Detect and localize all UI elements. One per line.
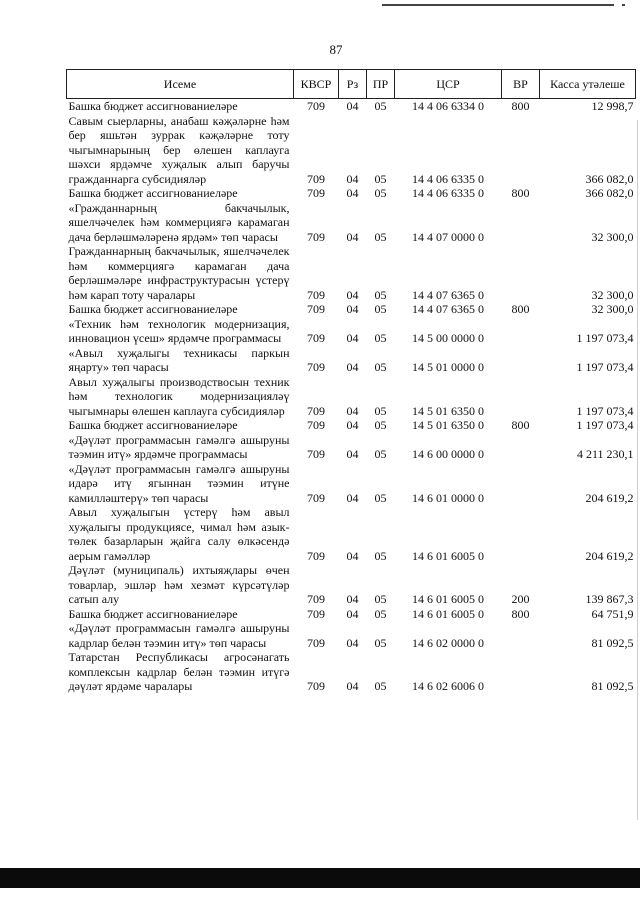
header-kvsr: КВСР bbox=[294, 70, 339, 99]
header-row bbox=[67, 70, 636, 99]
cell-pr: 05 bbox=[374, 302, 387, 316]
cell-vr bbox=[502, 375, 540, 419]
cell-rz: 04 bbox=[346, 171, 359, 186]
cell-rz: 04 bbox=[346, 679, 359, 693]
table-row bbox=[67, 317, 636, 346]
header-name: Исеме bbox=[67, 70, 294, 99]
cell-vr: 800 bbox=[511, 606, 530, 621]
cell-vr: 800 bbox=[511, 302, 530, 316]
cell-kvsr: 709 bbox=[307, 592, 325, 606]
cell-csr: 14 5 01 0000 0 bbox=[412, 360, 484, 374]
cell-name: Башка бюджет ассигнованиеләре bbox=[68, 302, 238, 316]
header-csr: ЦСР bbox=[395, 70, 502, 99]
table-row bbox=[67, 418, 636, 433]
cell-name: Дәүләт (муниципаль) ихтыяҗлары өчен товарлар, эшләр һәм хезмәт күрсәтүләр сатып алу bbox=[68, 563, 290, 606]
cell-csr: 14 5 00 0000 0 bbox=[412, 331, 484, 345]
cell-kvsr: 709 bbox=[307, 331, 325, 345]
cell-vr: 800 bbox=[511, 418, 530, 432]
cell-pr: 05 bbox=[374, 99, 387, 113]
cell-pr: 05 bbox=[374, 635, 387, 650]
cell-name: «Гражданнарның бакчачылык, яшелчәчелек һәм коммерциягә карамаган дача берләшмәләренә ярдәм» төп чарасы bbox=[68, 200, 290, 244]
cell-name: Авыл хуҗалыгы производствосын техник һәм технологик модернизацияләү чыгымнары өлешен каплауга субсидияләр bbox=[68, 374, 290, 418]
scan-bottom-band bbox=[0, 868, 640, 888]
page-number: 87 bbox=[329, 42, 343, 57]
cell-name: Башка бюджет ассигнованиеләре bbox=[68, 606, 238, 621]
cell-vr bbox=[502, 201, 540, 245]
cell-csr: 14 4 06 6335 0 bbox=[412, 171, 484, 186]
table-row bbox=[67, 244, 636, 302]
cell-rz: 04 bbox=[346, 186, 359, 200]
cell-vr: 200 bbox=[511, 592, 530, 606]
cell-csr: 14 6 01 6005 0 bbox=[412, 606, 484, 621]
cell-rz: 04 bbox=[346, 229, 359, 244]
cell-csr: 14 5 01 6350 0 bbox=[412, 418, 484, 432]
cell-pr: 05 bbox=[374, 679, 387, 693]
scan-top-line bbox=[382, 4, 614, 6]
cell-csr: 14 4 07 0000 0 bbox=[412, 229, 484, 244]
cell-csr: 14 6 01 0000 0 bbox=[412, 490, 484, 505]
cell-kvsr: 709 bbox=[307, 606, 325, 621]
cell-name: Гражданнарның бакчачылык, яшелчәчелек һәм коммерциягә карамаган дача берләшмәләре инфраструктурасын үстерү һәм карап тоту чаралары bbox=[68, 244, 290, 302]
cell-pr: 05 bbox=[374, 490, 387, 505]
cell-vr: 800 bbox=[511, 99, 530, 113]
cell-vr bbox=[502, 462, 540, 506]
cell-kassa: 32 300,0 bbox=[591, 302, 634, 316]
cell-kvsr: 709 bbox=[307, 447, 325, 461]
table-header bbox=[67, 70, 636, 99]
table-row bbox=[67, 607, 636, 622]
cell-rz: 04 bbox=[346, 360, 359, 374]
cell-kassa: 204 619,2 bbox=[585, 490, 634, 505]
cell-pr: 05 bbox=[374, 287, 387, 302]
cell-csr: 14 5 01 6350 0 bbox=[412, 403, 484, 418]
cell-name: Башка бюджет ассигнованиеләре bbox=[68, 99, 238, 113]
cell-rz: 04 bbox=[346, 287, 359, 302]
cell-pr: 05 bbox=[374, 592, 387, 606]
scan-top-mark bbox=[622, 4, 625, 6]
table-row bbox=[67, 505, 636, 563]
cell-kassa: 32 300,0 bbox=[591, 229, 634, 244]
cell-rz: 04 bbox=[346, 592, 359, 606]
table-row bbox=[67, 375, 636, 419]
cell-csr: 14 6 01 6005 0 bbox=[412, 592, 484, 606]
cell-name: «Дәүләт программасын гамәлгә ашыруны тәэмин итү» ярдәмче программасы bbox=[68, 432, 290, 461]
cell-rz: 04 bbox=[346, 548, 359, 563]
cell-kassa: 366 082,0 bbox=[585, 171, 634, 186]
cell-csr: 14 6 01 6005 0 bbox=[412, 548, 484, 563]
cell-name: «Дәүләт программасын гамәлгә ашыруны идарә итү ягыннан тәэмин итүне камилләштерү» төп чарасы bbox=[68, 461, 290, 505]
table-row bbox=[67, 114, 636, 187]
cell-csr: 14 6 02 0000 0 bbox=[412, 635, 484, 650]
cell-vr: 800 bbox=[511, 186, 530, 200]
cell-kassa: 4 211 230,1 bbox=[576, 447, 634, 461]
cell-kassa: 64 751,9 bbox=[591, 606, 634, 621]
cell-kvsr: 709 bbox=[307, 229, 325, 244]
cell-rz: 04 bbox=[346, 302, 359, 316]
cell-vr bbox=[502, 346, 540, 375]
cell-kassa: 139 867,3 bbox=[585, 592, 634, 606]
table-row bbox=[67, 621, 636, 650]
cell-name: Авыл хуҗалыгын үстерү һәм авыл хуҗалыгы продукциясе, чимал һәм азык-төлек базарларын җайга салу өлкәсендә аерым гамәлләр bbox=[68, 505, 290, 563]
cell-kvsr: 709 bbox=[307, 490, 325, 505]
header-pr: ПР bbox=[367, 70, 395, 99]
cell-pr: 05 bbox=[374, 548, 387, 563]
cell-kassa: 1 197 073,4 bbox=[576, 403, 634, 418]
cell-kassa: 81 092,5 bbox=[591, 679, 634, 693]
cell-kvsr: 709 bbox=[307, 360, 325, 374]
cell-pr: 05 bbox=[374, 403, 387, 418]
cell-kvsr: 709 bbox=[307, 287, 325, 302]
cell-rz: 04 bbox=[346, 490, 359, 505]
cell-vr bbox=[502, 650, 540, 694]
cell-pr: 05 bbox=[374, 606, 387, 621]
cell-name: Башка бюджет ассигнованиеләре bbox=[68, 186, 238, 200]
cell-rz: 04 bbox=[346, 331, 359, 345]
table-row bbox=[67, 563, 636, 607]
cell-kvsr: 709 bbox=[307, 403, 325, 418]
cell-kassa: 1 197 073,4 bbox=[576, 418, 634, 432]
cell-name: «Техник һәм технологик модернизация, инновацион үсеш» ярдәмче программасы bbox=[68, 316, 290, 345]
cell-vr bbox=[502, 317, 540, 346]
cell-kassa: 366 082,0 bbox=[585, 186, 634, 200]
table-row bbox=[67, 201, 636, 245]
cell-kassa: 204 619,2 bbox=[585, 548, 634, 563]
cell-kassa: 12 998,7 bbox=[591, 99, 634, 113]
cell-pr: 05 bbox=[374, 418, 387, 432]
cell-kassa: 81 092,5 bbox=[591, 635, 634, 650]
cell-vr bbox=[502, 505, 540, 563]
cell-rz: 04 bbox=[346, 403, 359, 418]
cell-kassa: 1 197 073,4 bbox=[576, 331, 634, 345]
cell-name: «Дәүләт программасын гамәлгә ашыруны кадрлар белән тәэмин итү» төп чарасы bbox=[68, 621, 290, 650]
scan-right-edge bbox=[637, 120, 638, 820]
cell-pr: 05 bbox=[374, 447, 387, 461]
table-body bbox=[67, 99, 636, 694]
cell-csr: 14 4 06 6335 0 bbox=[412, 186, 484, 200]
table-row bbox=[67, 302, 636, 317]
table-row bbox=[67, 346, 636, 375]
cell-csr: 14 6 00 0000 0 bbox=[412, 447, 484, 461]
cell-pr: 05 bbox=[374, 171, 387, 186]
cell-vr bbox=[502, 244, 540, 302]
table-row bbox=[67, 186, 636, 201]
cell-csr: 14 6 02 6006 0 bbox=[412, 679, 484, 693]
cell-csr: 14 4 06 6334 0 bbox=[412, 99, 484, 113]
cell-name: «Авыл хуҗалыгы техникасы паркын яңарту» төп чарасы bbox=[68, 345, 290, 374]
cell-csr: 14 4 07 6365 0 bbox=[412, 287, 484, 302]
document-page bbox=[66, 69, 635, 694]
table-row bbox=[67, 650, 636, 694]
cell-kvsr: 709 bbox=[307, 171, 325, 186]
cell-rz: 04 bbox=[346, 606, 359, 621]
table-row bbox=[67, 99, 636, 114]
cell-kvsr: 709 bbox=[307, 418, 325, 432]
cell-pr: 05 bbox=[374, 186, 387, 200]
cell-rz: 04 bbox=[346, 635, 359, 650]
cell-kassa: 32 300,0 bbox=[591, 287, 634, 302]
cell-kvsr: 709 bbox=[307, 548, 325, 563]
cell-kvsr: 709 bbox=[307, 99, 325, 113]
cell-kvsr: 709 bbox=[307, 679, 325, 693]
cell-name: Башка бюджет ассигнованиеләре bbox=[68, 418, 238, 432]
cell-csr: 14 4 07 6365 0 bbox=[412, 302, 484, 316]
cell-vr bbox=[502, 621, 540, 650]
cell-pr: 05 bbox=[374, 331, 387, 345]
cell-vr bbox=[502, 114, 540, 187]
table-row bbox=[67, 462, 636, 506]
cell-rz: 04 bbox=[346, 99, 359, 113]
cell-name: Татарстан Республикасы агросәнагать комплексын кадрлар белән тәэмин итүгә дәүләт ярдәме чаралары bbox=[68, 650, 290, 693]
cell-kvsr: 709 bbox=[307, 302, 325, 316]
table-row bbox=[67, 433, 636, 462]
cell-name: Савым сыерларны, анабаш кәҗәләрне һәм бер яшьтән зуррак кәҗәләрне тоту чыгымнарының бер өлешен каплауга шәхси ярдәмче хуҗалык алып баручы гражданнарга субсидияләр bbox=[68, 113, 290, 186]
cell-kvsr: 709 bbox=[307, 186, 325, 200]
header-kassa: Касса утәлеше bbox=[540, 70, 636, 99]
cell-pr: 05 bbox=[374, 229, 387, 244]
cell-rz: 04 bbox=[346, 447, 359, 461]
budget-table bbox=[66, 69, 636, 694]
cell-rz: 04 bbox=[346, 418, 359, 432]
cell-kvsr: 709 bbox=[307, 635, 325, 650]
header-rz: Рз bbox=[339, 70, 367, 99]
cell-vr bbox=[502, 433, 540, 462]
header-vr: ВР bbox=[502, 70, 540, 99]
cell-pr: 05 bbox=[374, 360, 387, 374]
cell-kassa: 1 197 073,4 bbox=[576, 360, 634, 374]
